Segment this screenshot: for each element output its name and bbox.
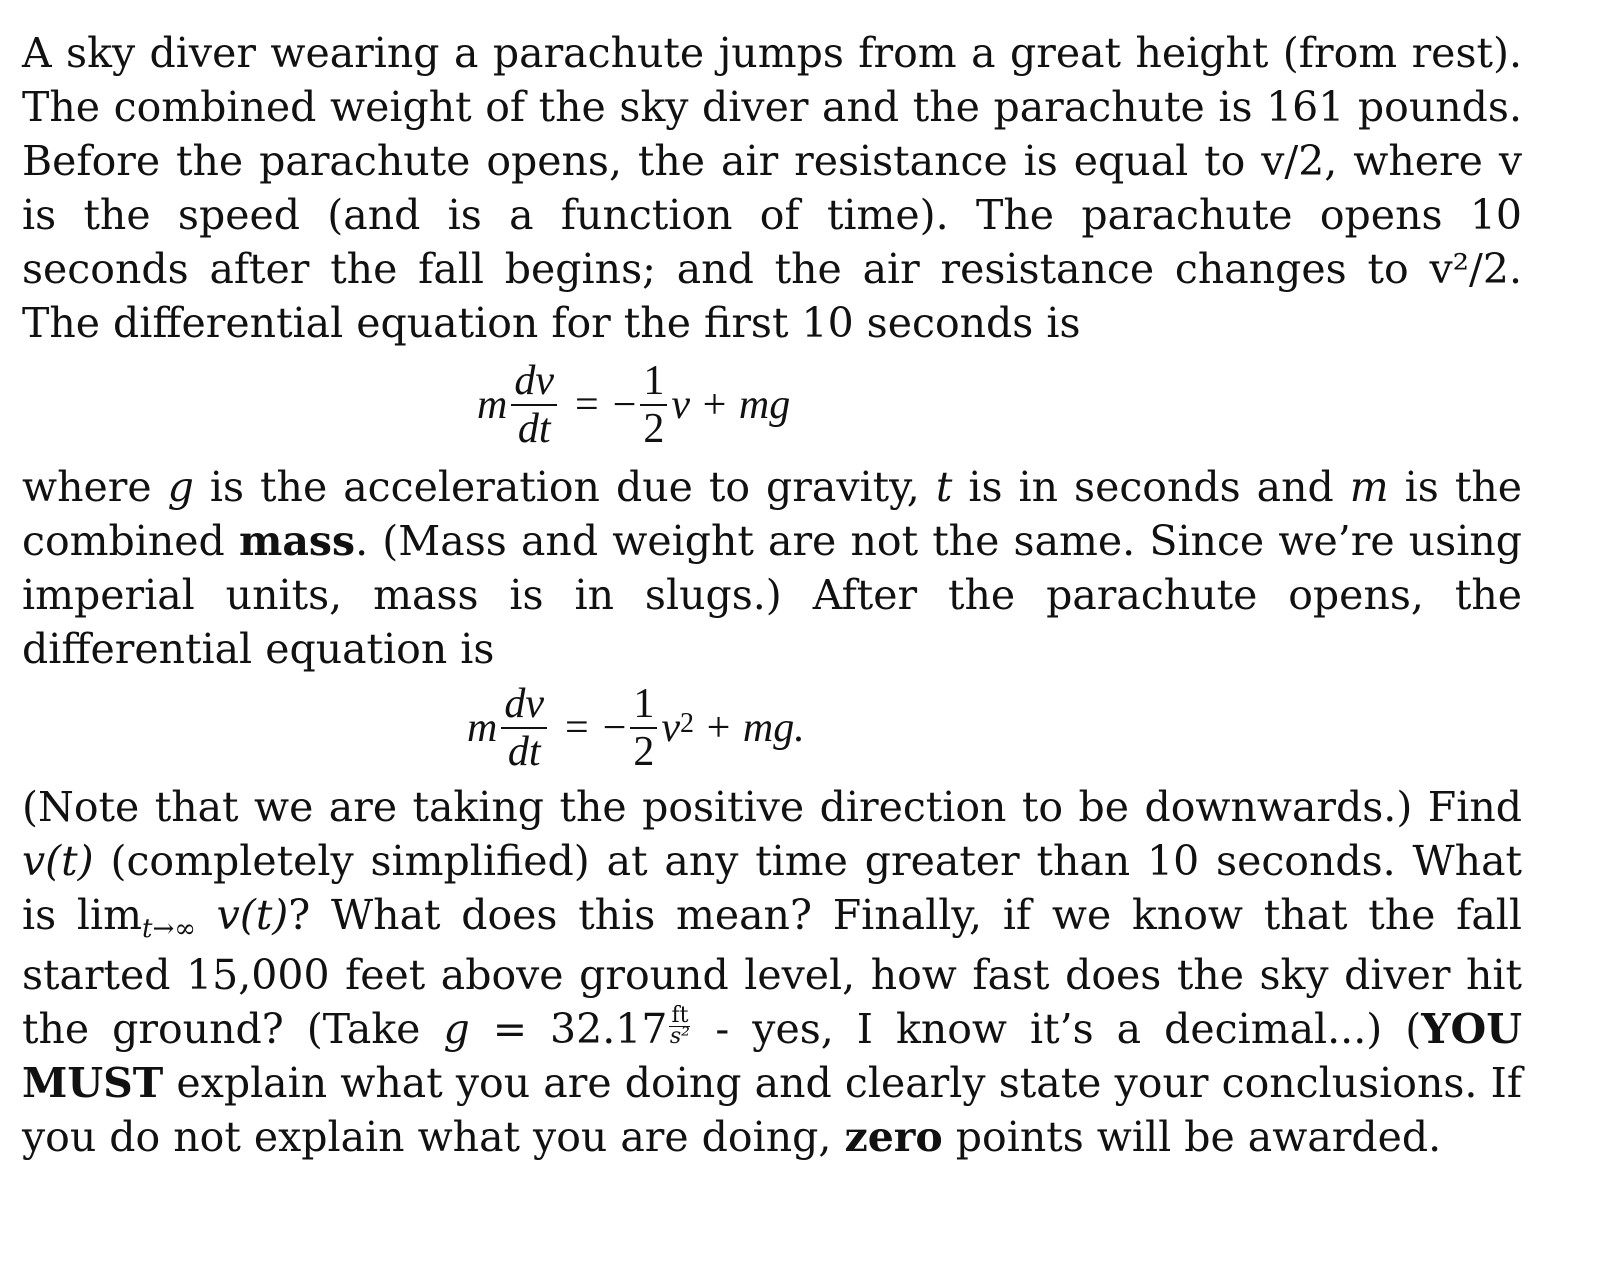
- eq1-mass-symbol: m: [477, 382, 508, 428]
- zero-emphasis: zero: [844, 1113, 943, 1161]
- equation-after-opening: m $\frac{dv}{dt}$ = − $\frac{1}{2}$ v 2 + mg.: [467, 681, 805, 775]
- equation-before-opening: m $\frac{dv}{dt}$ = − $\frac{1}{2}$ v + mg: [477, 358, 791, 452]
- eq2-derivative: $\frac{dv}{dt}$: [501, 681, 547, 775]
- eq2-half: $\frac{1}{2}$: [630, 681, 657, 775]
- problem-intro-paragraph: A sky diver wearing a parachute jumps from a great height (from rest). The combined weight of the sky diver and the parachute is 161 pounds. Before the parachute opens, the air resistance is equal to v/2, where v is the speed (and is a function of time). The parachute opens 10 seconds after the fall begins; and the air resistance changes to v²/2. The differential equation for the first 10 seconds is: [22, 29, 1522, 347]
- you-must-emphasis: YOU MUST: [22, 1005, 1522, 1107]
- definitions-paragraph: where g is the acceleration due to gravity, t is in seconds and m is the combined mass. (Mass and weight are not the same. Since we’re using imperial units, mass is in slugs.) After the parachute opens, the differential equation is: [22, 463, 1522, 673]
- eq1-half: $\frac{1}{2}$: [640, 358, 667, 452]
- gravity-unit: $\frac{ft}{\text{s²}}$: [669, 1003, 690, 1049]
- eq2-mass-symbol: m: [467, 705, 498, 751]
- questions-paragraph: (Note that we are taking the positive direction to be downwards.) Find v(t) (completely simplified) at any time greater than 10 seconds. What is limt→∞ v(t)? What does this mean? Finally, if we know that the fall started 15,000 feet above ground level, how fast does the sky diver hit the ground? (Take g = 32.17 $\frac{ft}{\text{s²}}$ - yes, I know it’s a decimal...) (YOU MUST explain what you are doing and clearly state your conclusions. If you do not explain what you are doing, zero points will be awarded.: [22, 783, 1522, 1161]
- mass-emphasis: mass: [238, 517, 356, 565]
- problem-document: [22, 26, 1522, 1164]
- eq1-derivative: $\frac{dv}{dt}$: [511, 358, 557, 452]
